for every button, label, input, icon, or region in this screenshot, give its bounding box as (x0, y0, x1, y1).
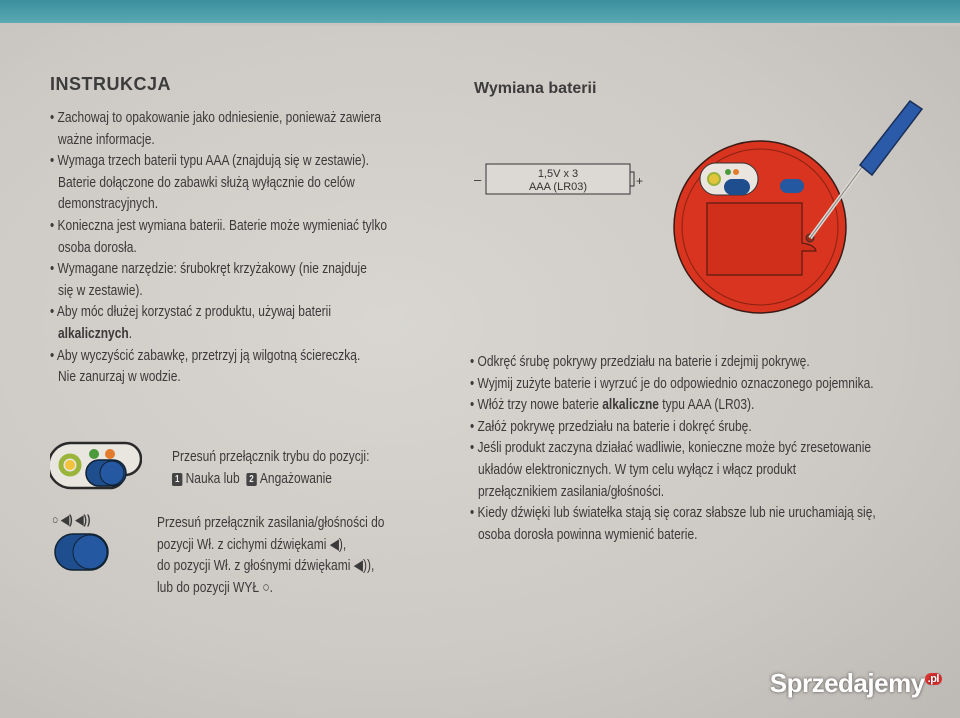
text: typu AAA (LR03). (658, 396, 755, 414)
instrukcja-title: INSTRUKCJA (50, 74, 172, 94)
power-line: Przesuń przełącznik zasilania/głośności do (157, 514, 385, 531)
list-item: • Wymagane narzędzie: śrubokręt krzyżakowy (nie znajduje (50, 260, 367, 278)
list-item-cont: układów elektronicznych. W tym celu wyłącz i włącz produkt (478, 460, 797, 478)
wymiana-list (470, 351, 876, 545)
battery-plus: + (636, 174, 644, 188)
watermark-text: Sprzedajemy (769, 668, 925, 698)
num-badge-1: 1 (172, 473, 182, 486)
bold-alkaliczne: alkaliczne (602, 396, 659, 414)
power-switch-text (157, 512, 384, 598)
list-item: • Kiedy dźwięki lub światełka stają się coraz słabsze lub nie uruchamiają się, (470, 504, 876, 522)
list-item: • Odkręć śrubę pokrywy przedziału na baterie i zdejmij pokrywę. (470, 353, 810, 370)
top-edge-band (0, 0, 960, 26)
watermark-logo (770, 668, 942, 699)
list-item: • Aby wyczyścić zabawkę, przetrzyj ją wilgotną ściereczką. (50, 346, 361, 364)
list-item (470, 394, 876, 416)
power-switch-icon (54, 533, 110, 573)
power-line: lub do pozycji WYŁ ○. (157, 578, 273, 596)
power-line: do pozycji Wł. z głośnymi dźwiękami ◀)), (157, 557, 375, 575)
text: • Włóż trzy nowe baterie (470, 396, 603, 414)
mode-option-angazowanie: Angażowanie (259, 469, 332, 487)
list-item-cont: ważne informacje. (58, 130, 155, 148)
list-item-cont: się w zestawie). (58, 281, 143, 299)
battery-voltage: 1,5V x 3 (537, 168, 579, 180)
list-item-cont: Baterie dołączone do zabawki służą wyłącznie do celów (58, 173, 355, 191)
list-item: • Załóż pokrywę przedziału na baterie i dokręć śrubę. (470, 417, 752, 435)
list-item-cont: osoba dorosła powinna wymienić baterie. (478, 525, 698, 543)
list-item: • Wymaga trzech baterii typu AAA (znajdują się w zestawie). (50, 152, 369, 170)
battery-illustration (474, 160, 654, 200)
list-item: • Wyjmij zużyte baterie i wyrzuć je do odpowiednio oznaczonego pojemnika. (470, 374, 874, 392)
mode-switch-text (172, 446, 369, 489)
toy-bottom-illustration (660, 95, 930, 315)
battery-minus: – (474, 172, 482, 187)
num-badge-2: 2 (246, 473, 256, 486)
list-item: • Aby móc dłużej korzystać z produktu, używaj baterii (50, 303, 331, 321)
list-item-cont: Nie zanurzaj w wodzie. (58, 368, 181, 386)
watermark-suffix: .pl (925, 673, 942, 685)
mode-switch-icon (50, 440, 142, 492)
list-item: • Jeśli produkt zaczyna działać wadliwie, konieczne może być zresetowanie (470, 439, 872, 457)
battery-type: AAA (LR03) (528, 181, 588, 193)
list-item-cont: osoba dorosła. (58, 238, 137, 256)
wymiana-title: Wymiana baterii (474, 80, 597, 97)
mode-instruction: Przesuń przełącznik trybu do pozycji: (172, 448, 370, 465)
volume-icons: ○ ◀) ◀)) (52, 512, 91, 527)
instrukcja-list (50, 107, 387, 388)
bold-alkalicznych: alkalicznych (58, 324, 129, 342)
list-item-cont: demonstracyjnych. (58, 195, 159, 213)
mode-option-nauka: Nauka lub (185, 469, 240, 487)
list-item-cont: przełącznikiem zasilania/głośności. (478, 482, 665, 500)
power-line: pozycji Wł. z cichymi dźwiękami ◀), (157, 535, 347, 553)
list-item: • Konieczna jest wymiana baterii. Baterie może wymieniać tylko (50, 216, 388, 234)
list-item-cont: alkalicznych. (58, 324, 133, 342)
list-item: • Zachowaj to opakowanie jako odniesienie, ponieważ zawiera (50, 109, 382, 126)
